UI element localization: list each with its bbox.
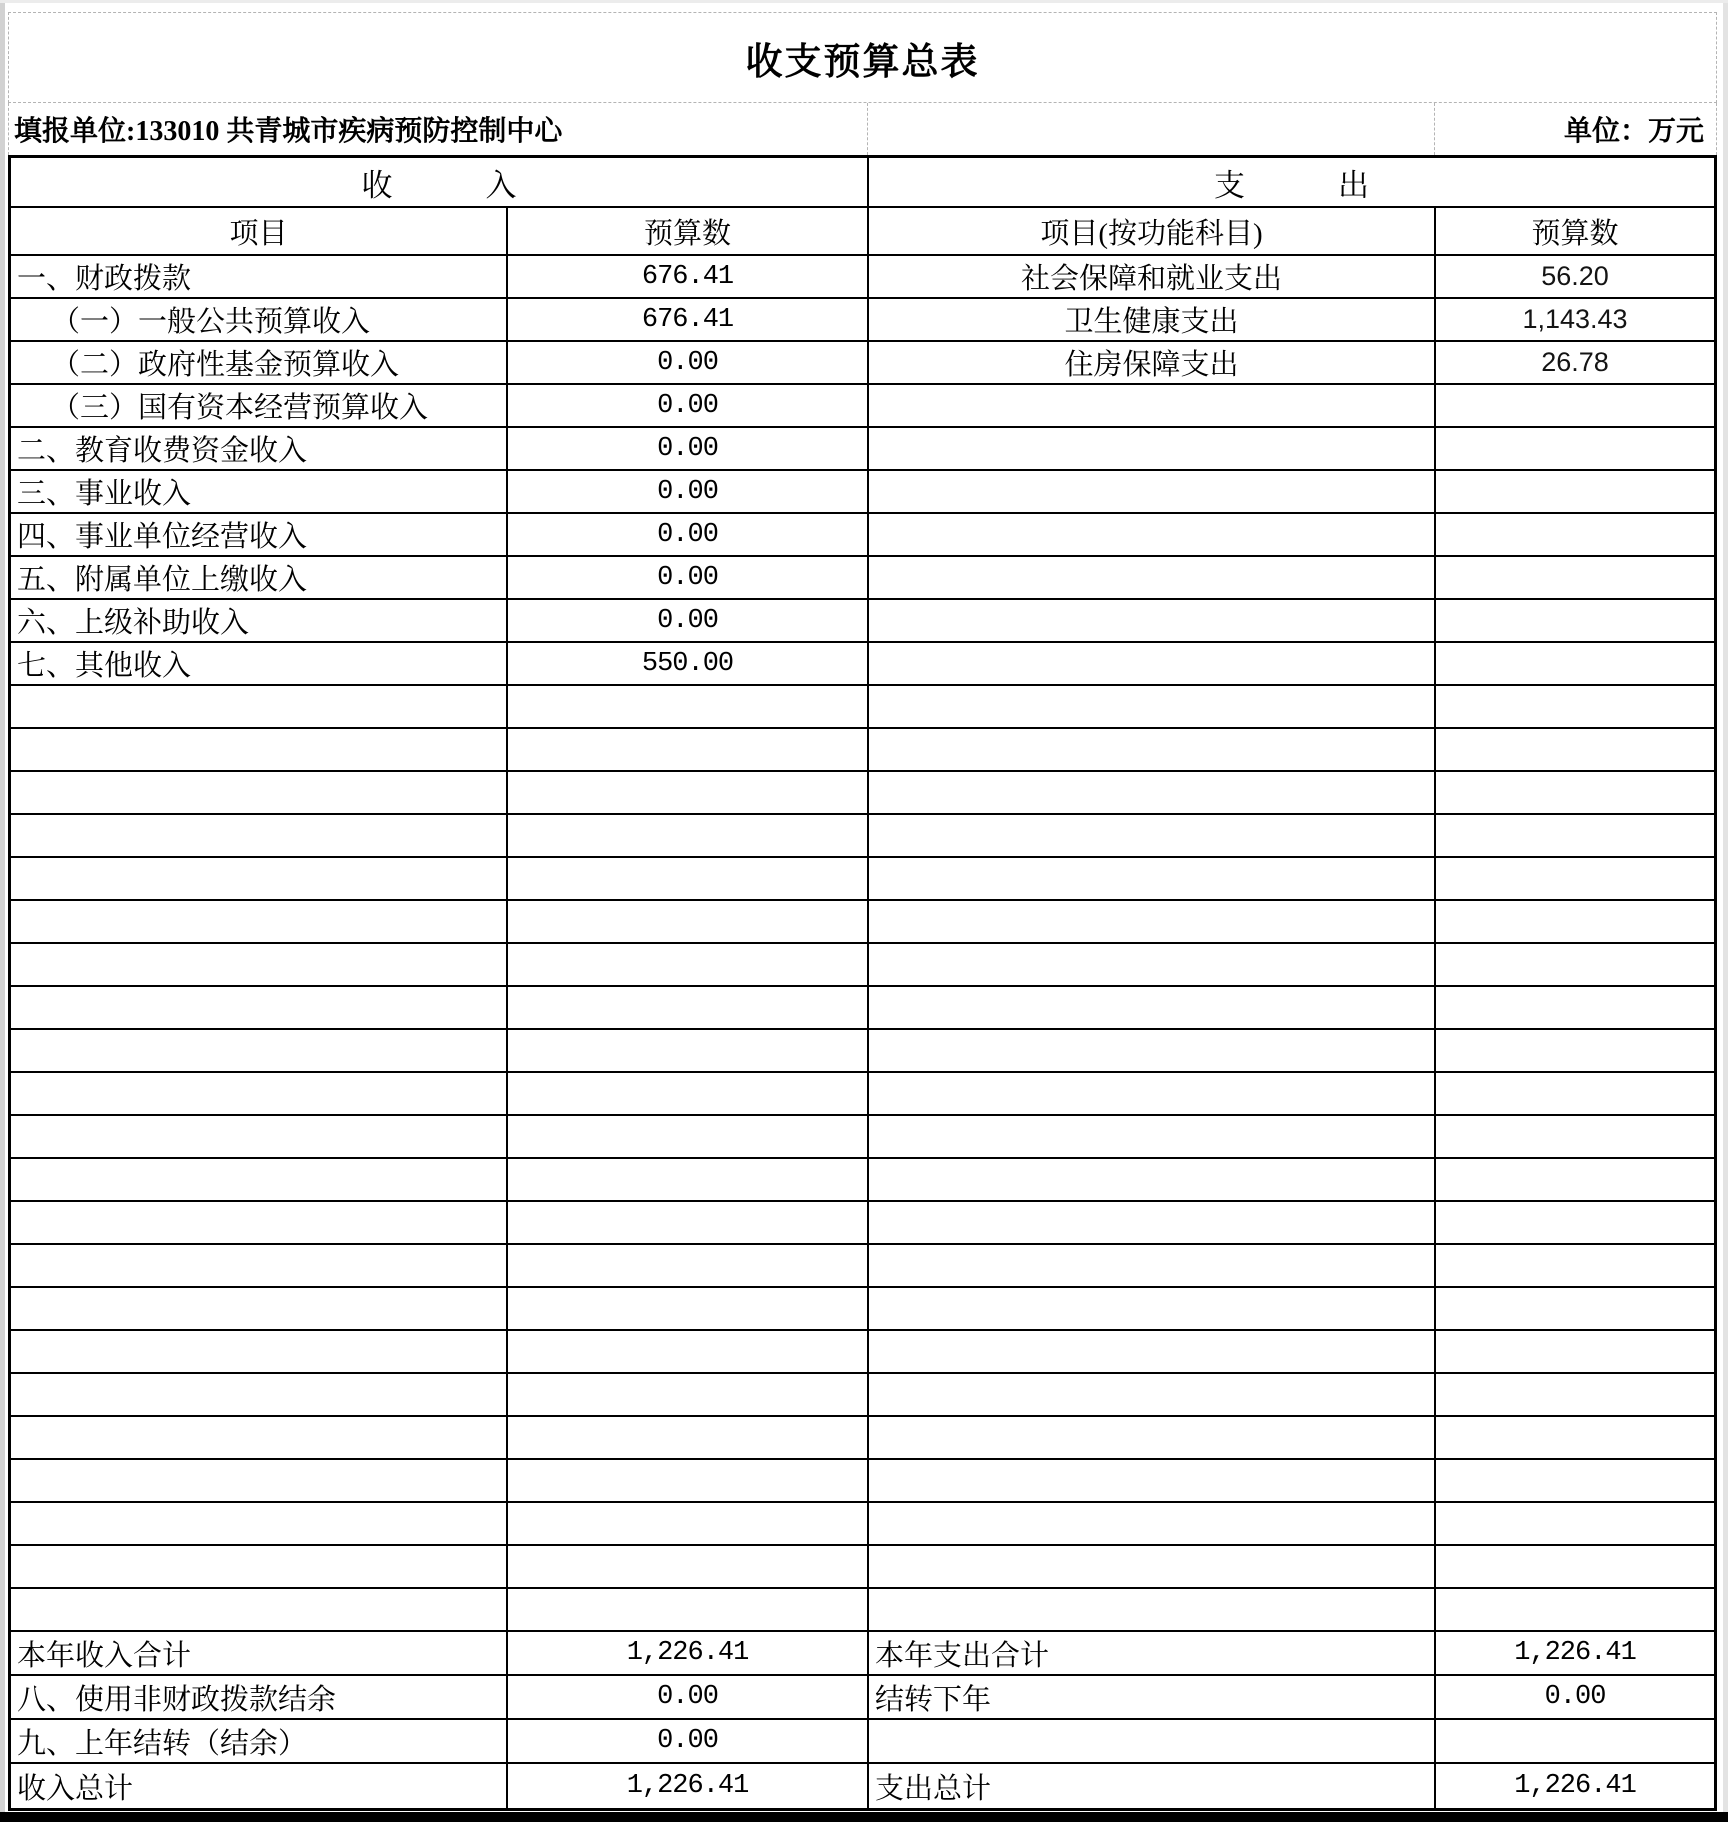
revenue-item-cell — [11, 815, 508, 858]
expenditure-value-cell — [1436, 1288, 1714, 1331]
column-header-row — [11, 208, 1714, 256]
revenue-value-cell: 0.00 — [508, 342, 869, 385]
expenditure-value-cell — [1436, 1116, 1714, 1159]
revenue-value-cell — [508, 1159, 869, 1202]
table-row — [11, 1116, 1714, 1159]
expenditure-value-cell — [1436, 1589, 1714, 1632]
expenditure-item-cell — [869, 514, 1436, 557]
expenditure-value-cell — [1436, 514, 1714, 557]
revenue-item-column-header: 项目 — [11, 208, 508, 256]
expenditure-item-cell — [869, 428, 1436, 471]
revenue-value-cell — [508, 686, 869, 729]
table-row — [11, 1503, 1714, 1546]
table-footer-row — [11, 1632, 1714, 1676]
expenditure-item-cell — [869, 1374, 1436, 1417]
revenue-section-header: 收 入 — [11, 158, 869, 208]
expenditure-value-cell — [1436, 1245, 1714, 1288]
expenditure-value-cell — [1436, 1159, 1714, 1202]
window-edge-right — [1723, 0, 1728, 1822]
expenditure-value-cell — [1436, 858, 1714, 901]
expenditure-item-cell — [869, 944, 1436, 987]
expenditure-item-cell — [869, 1503, 1436, 1546]
revenue-item-cell: 一、财政拨款 — [11, 256, 508, 299]
expenditure-value-cell: 56.20 — [1436, 256, 1714, 299]
revenue-item-cell — [11, 1589, 508, 1632]
revenue-value-cell — [508, 729, 869, 772]
revenue-value-cell: 0.00 — [508, 471, 869, 514]
revenue-value-cell — [508, 1589, 869, 1632]
revenue-value-cell — [508, 944, 869, 987]
table-row — [11, 1159, 1714, 1202]
expenditure-item-cell: 社会保障和就业支出 — [869, 256, 1436, 299]
revenue-value-cell — [508, 987, 869, 1030]
table-row — [11, 901, 1714, 944]
expenditure-item-cell — [869, 815, 1436, 858]
revenue-item-cell — [11, 1503, 508, 1546]
revenue-value-cell: 0.00 — [508, 557, 869, 600]
expenditure-total-label-cell: 本年支出合计 — [869, 1632, 1436, 1676]
expenditure-item-cell — [869, 1417, 1436, 1460]
expenditure-value-cell — [1436, 1460, 1714, 1503]
revenue-value-cell: 0.00 — [508, 514, 869, 557]
table-row — [11, 428, 1714, 471]
window-edge-top — [0, 0, 1728, 3]
table-row — [11, 686, 1714, 729]
expenditure-value-cell — [1436, 1546, 1714, 1589]
revenue-item-cell — [11, 1546, 508, 1589]
revenue-item-cell — [11, 1030, 508, 1073]
expenditure-value-cell — [1436, 729, 1714, 772]
table-row — [11, 385, 1714, 428]
revenue-total-label-cell: 九、上年结转（结余） — [11, 1720, 508, 1764]
revenue-value-cell — [508, 1030, 869, 1073]
expenditure-item-cell — [869, 471, 1436, 514]
expenditure-item-cell — [869, 729, 1436, 772]
table-row — [11, 987, 1714, 1030]
expenditure-value-cell — [1436, 772, 1714, 815]
expenditure-item-cell — [869, 1202, 1436, 1245]
expenditure-item-cell: 卫生健康支出 — [869, 299, 1436, 342]
expenditure-value-cell — [1436, 1073, 1714, 1116]
section-header-row — [11, 158, 1714, 208]
table-row — [11, 1331, 1714, 1374]
table-row — [11, 1417, 1714, 1460]
table-row — [11, 729, 1714, 772]
expenditure-budget-column-header: 预算数 — [1436, 208, 1714, 256]
expenditure-value-cell — [1436, 987, 1714, 1030]
table-footer-row — [11, 1676, 1714, 1720]
revenue-item-cell: 四、事业单位经营收入 — [11, 514, 508, 557]
expenditure-item-cell: 住房保障支出 — [869, 342, 1436, 385]
revenue-value-cell — [508, 1546, 869, 1589]
expenditure-value-cell: 1,143.43 — [1436, 299, 1714, 342]
revenue-item-cell: 五、附属单位上缴收入 — [11, 557, 508, 600]
expenditure-value-cell — [1436, 1202, 1714, 1245]
revenue-item-cell: 七、其他收入 — [11, 643, 508, 686]
revenue-item-cell — [11, 858, 508, 901]
revenue-value-cell — [508, 1417, 869, 1460]
expenditure-value-cell — [1436, 1417, 1714, 1460]
table-row — [11, 1546, 1714, 1589]
expenditure-value-cell — [1436, 815, 1714, 858]
revenue-value-cell: 550.00 — [508, 643, 869, 686]
expenditure-value-cell — [1436, 1331, 1714, 1374]
revenue-value-cell — [508, 1331, 869, 1374]
unit-row — [8, 103, 1717, 155]
revenue-item-cell: 二、教育收费资金收入 — [11, 428, 508, 471]
revenue-item-cell: （一）一般公共预算收入 — [11, 299, 508, 342]
expenditure-item-cell — [869, 1589, 1436, 1632]
expenditure-value-cell — [1436, 944, 1714, 987]
bottom-black-bar — [0, 1812, 1728, 1822]
revenue-value-cell — [508, 1202, 869, 1245]
revenue-item-cell — [11, 987, 508, 1030]
table-row — [11, 944, 1714, 987]
expenditure-total-value-cell: 1,226.41 — [1514, 1771, 1636, 1801]
expenditure-value-cell — [1436, 471, 1714, 514]
title-cell — [8, 12, 1717, 103]
expenditure-total-value-cell: 1,226.41 — [1436, 1632, 1714, 1676]
revenue-item-cell — [11, 1417, 508, 1460]
table-row — [11, 600, 1714, 643]
table-row — [11, 772, 1714, 815]
expenditure-value-cell — [1436, 1374, 1714, 1417]
expenditure-total-label-cell: 支出总计 — [869, 1764, 1436, 1808]
unit-label: 单位：万元 — [1434, 103, 1716, 155]
revenue-item-cell — [11, 901, 508, 944]
table-row — [11, 256, 1714, 299]
expenditure-value-cell — [1436, 1030, 1714, 1073]
revenue-total-value-cell: 0.00 — [508, 1720, 869, 1764]
revenue-total-label-cell: 本年收入合计 — [11, 1632, 508, 1676]
revenue-item-cell — [11, 1073, 508, 1116]
expenditure-section-header: 支 出 — [869, 158, 1714, 208]
revenue-value-cell — [508, 1460, 869, 1503]
revenue-value-cell — [508, 901, 869, 944]
expenditure-item-cell — [869, 643, 1436, 686]
revenue-value-cell — [508, 858, 869, 901]
revenue-total-label-cell: 八、使用非财政拨款结余 — [11, 1676, 508, 1720]
expenditure-item-cell — [869, 1116, 1436, 1159]
expenditure-item-cell — [869, 686, 1436, 729]
table-row — [11, 815, 1714, 858]
revenue-budget-column-header: 预算数 — [508, 208, 869, 256]
revenue-value-cell — [508, 1288, 869, 1331]
expenditure-value-cell — [1436, 686, 1714, 729]
unit-row-spacer-cell — [867, 103, 1434, 155]
revenue-item-cell — [11, 944, 508, 987]
revenue-value-cell: 0.00 — [508, 385, 869, 428]
revenue-item-cell — [11, 772, 508, 815]
expenditure-item-cell — [869, 557, 1436, 600]
expenditure-total-label-cell — [869, 1720, 1436, 1764]
expenditure-item-cell — [869, 600, 1436, 643]
revenue-item-cell — [11, 1331, 508, 1374]
revenue-item-cell: 三、事业收入 — [11, 471, 508, 514]
expenditure-item-cell — [869, 1331, 1436, 1374]
revenue-item-cell — [11, 1116, 508, 1159]
expenditure-item-cell — [869, 1546, 1436, 1589]
table-row — [11, 858, 1714, 901]
expenditure-value-cell — [1436, 1503, 1714, 1546]
budget-grid — [8, 155, 1717, 1811]
table-row — [11, 1245, 1714, 1288]
expenditure-item-cell — [869, 1288, 1436, 1331]
revenue-item-cell — [11, 1374, 508, 1417]
revenue-value-cell: 676.41 — [508, 299, 869, 342]
revenue-value-cell — [508, 1073, 869, 1116]
revenue-value-cell: 676.41 — [508, 256, 869, 299]
revenue-item-cell — [11, 1460, 508, 1503]
revenue-item-cell — [11, 1159, 508, 1202]
budget-sheet — [8, 12, 1717, 1811]
window-edge-left — [0, 0, 5, 1822]
revenue-value-cell: 0.00 — [508, 600, 869, 643]
revenue-item-cell — [11, 1202, 508, 1245]
page-title: 收支预算总表 — [745, 41, 980, 83]
revenue-total-value-cell: 0.00 — [508, 1676, 869, 1720]
expenditure-value-cell — [1436, 600, 1714, 643]
table-row — [11, 514, 1714, 557]
revenue-item-cell: （二）政府性基金预算收入 — [11, 342, 508, 385]
revenue-value-cell — [508, 1503, 869, 1546]
revenue-value-cell — [508, 815, 869, 858]
expenditure-item-cell — [869, 1460, 1436, 1503]
table-footer-row — [11, 1720, 1714, 1764]
revenue-item-cell — [11, 1288, 508, 1331]
revenue-item-cell — [11, 1245, 508, 1288]
expenditure-total-value-cell: 0.00 — [1436, 1676, 1714, 1720]
revenue-item-cell — [11, 686, 508, 729]
table-row — [11, 643, 1714, 686]
expenditure-item-cell — [869, 1245, 1436, 1288]
expenditure-value-cell — [1436, 385, 1714, 428]
revenue-value-cell: 0.00 — [508, 428, 869, 471]
expenditure-item-cell — [869, 858, 1436, 901]
expenditure-item-cell — [869, 987, 1436, 1030]
expenditure-value-cell: 26.78 — [1436, 342, 1714, 385]
revenue-total-value-cell: 1,226.41 — [508, 1632, 869, 1676]
expenditure-item-cell — [869, 772, 1436, 815]
expenditure-value-cell — [1436, 643, 1714, 686]
reporting-unit-label: 填报单位:133010 共青城市疾病预防控制中心 — [14, 116, 563, 147]
table-row — [11, 557, 1714, 600]
expenditure-item-cell — [869, 901, 1436, 944]
expenditure-item-cell — [869, 385, 1436, 428]
revenue-item-cell — [11, 729, 508, 772]
table-row — [11, 1374, 1714, 1417]
expenditure-item-column-header: 项目(按功能科目) — [869, 208, 1436, 256]
revenue-value-cell — [508, 1116, 869, 1159]
table-row — [11, 299, 1714, 342]
table-row — [11, 1589, 1714, 1632]
expenditure-item-cell — [869, 1030, 1436, 1073]
revenue-value-cell — [508, 1374, 869, 1417]
revenue-item-cell: 六、上级补助收入 — [11, 600, 508, 643]
expenditure-item-cell — [869, 1159, 1436, 1202]
revenue-total-label-cell: 收入总计 — [11, 1764, 508, 1808]
revenue-total-value-cell: 1,226.41 — [508, 1764, 869, 1808]
expenditure-value-cell — [1436, 557, 1714, 600]
expenditure-value-cell — [1436, 428, 1714, 471]
expenditure-item-cell — [869, 1073, 1436, 1116]
expenditure-value-cell — [1436, 901, 1714, 944]
table-row — [11, 1030, 1714, 1073]
revenue-item-cell: （三）国有资本经营预算收入 — [11, 385, 508, 428]
revenue-value-cell — [508, 772, 869, 815]
revenue-value-cell — [508, 1245, 869, 1288]
table-row — [11, 1073, 1714, 1116]
table-row — [11, 1202, 1714, 1245]
expenditure-total-value-cell — [1436, 1720, 1714, 1764]
table-row — [11, 471, 1714, 514]
expenditure-total-label-cell: 结转下年 — [869, 1676, 1436, 1720]
table-row — [11, 342, 1714, 385]
table-row — [11, 1460, 1714, 1503]
table-row — [11, 1288, 1714, 1331]
table-footer-row — [11, 1764, 1714, 1808]
